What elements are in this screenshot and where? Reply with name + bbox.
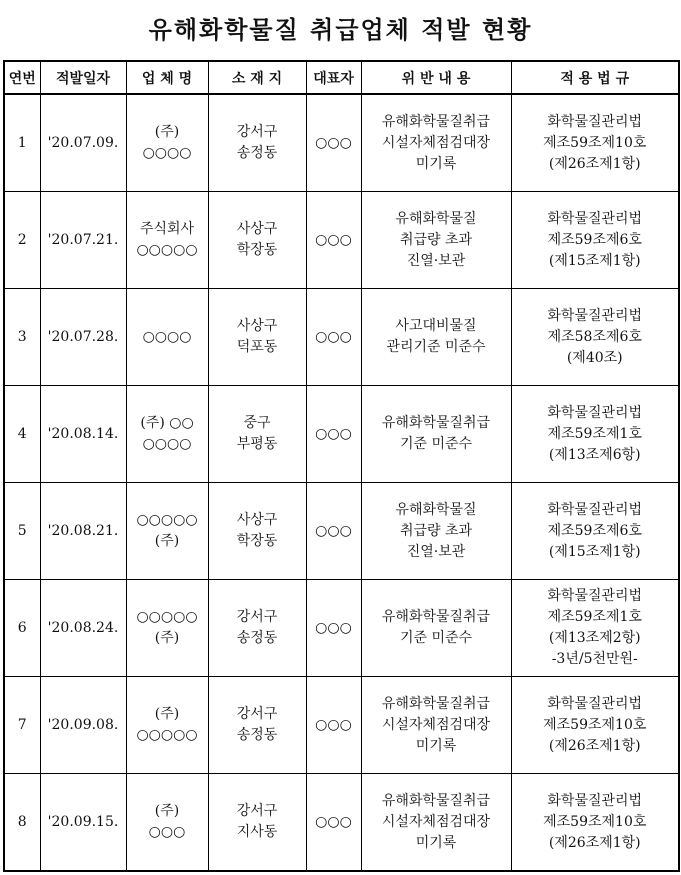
cell-violation xyxy=(361,774,511,872)
company-line: ○○○○○ xyxy=(136,512,198,528)
law-line: 제조59조제10호 xyxy=(543,813,647,830)
company-line: (주) xyxy=(154,706,180,722)
violations-table xyxy=(3,60,680,872)
table-row xyxy=(4,774,679,872)
cell-date: '20.09.15. xyxy=(40,774,126,872)
law-line: -3년/5천만원- xyxy=(551,651,638,667)
law-line: (제15조제1항) xyxy=(548,543,641,560)
address-line: 강서구 xyxy=(236,124,278,140)
cell-address xyxy=(208,192,306,289)
cell-violation xyxy=(361,483,511,580)
address-line: 송정동 xyxy=(236,630,278,646)
header-company: 업 체 명 xyxy=(126,61,208,94)
cell-representative: ○○○ xyxy=(306,386,361,483)
address-line: 강서구 xyxy=(236,609,278,625)
violation-line: 미기록 xyxy=(415,155,457,172)
cell-violation xyxy=(361,580,511,677)
violation-line: 사고대비물질 xyxy=(395,318,477,334)
violation-line: 유해화학물질 xyxy=(395,210,477,227)
cell-applicable-law xyxy=(511,580,679,677)
table-row xyxy=(4,677,679,774)
address-line: 부평동 xyxy=(236,436,278,452)
cell-company xyxy=(126,774,208,872)
violation-line: 미기록 xyxy=(415,834,457,851)
company-line: ○○○○ xyxy=(142,145,192,161)
cell-address xyxy=(208,386,306,483)
header-violation: 위 반 내 용 xyxy=(361,61,511,94)
cell-date: '20.07.09. xyxy=(40,94,126,192)
cell-company xyxy=(126,677,208,774)
law-line: (제26조제1항) xyxy=(548,155,641,172)
cell-applicable-law xyxy=(511,192,679,289)
law-line: 화학물질관리법 xyxy=(547,210,643,227)
law-line: 제조59조제1호 xyxy=(547,609,642,625)
company-line: ○○○○○ xyxy=(136,242,198,258)
cell-company xyxy=(126,386,208,483)
cell-applicable-law xyxy=(511,94,679,192)
cell-representative: ○○○ xyxy=(306,289,361,386)
cell-company xyxy=(126,192,208,289)
company-line: (주) xyxy=(154,533,180,549)
violation-line: 유해화학물질취급 xyxy=(381,113,491,130)
law-line: 제조59조제10호 xyxy=(543,134,647,151)
law-line: 화학물질관리법 xyxy=(547,588,643,604)
cell-representative: ○○○ xyxy=(306,774,361,872)
violation-line: 시설자체점검대장 xyxy=(381,813,491,830)
law-line: 화학물질관리법 xyxy=(547,501,643,518)
address-line: 송정동 xyxy=(236,145,278,161)
address-line: 사상구 xyxy=(236,221,278,237)
cell-address xyxy=(208,774,306,872)
cell-company xyxy=(126,94,208,192)
cell-no: 6 xyxy=(4,580,40,677)
law-line: 제조59조제10호 xyxy=(543,716,647,733)
company-line: (주) ○○ xyxy=(140,415,194,431)
violation-line: 관리기준 미준수 xyxy=(386,339,486,355)
law-line: 제조58조제6호 xyxy=(547,328,642,345)
company-line: 주식회사 xyxy=(139,221,195,237)
cell-company xyxy=(126,580,208,677)
cell-no: 5 xyxy=(4,483,40,580)
company-line: (주) xyxy=(154,803,180,819)
violation-line: 취급량 초과 xyxy=(399,522,473,539)
company-line: ○○○ xyxy=(148,824,186,840)
cell-address xyxy=(208,483,306,580)
cell-applicable-law xyxy=(511,483,679,580)
violation-line: 기준 미준수 xyxy=(399,630,473,646)
violation-line: 유해화학물질취급 xyxy=(381,792,491,809)
violation-line: 진열·보관 xyxy=(406,252,466,269)
violation-line: 유해화학물질 xyxy=(395,501,477,518)
violation-line: 진열·보관 xyxy=(406,543,466,560)
company-line: (주) xyxy=(154,124,180,140)
law-line: (제13조제6항) xyxy=(548,446,641,463)
company-line: ○○○○○ xyxy=(136,609,198,625)
cell-violation xyxy=(361,94,511,192)
address-line: 강서구 xyxy=(236,706,278,722)
cell-address xyxy=(208,94,306,192)
cell-date: '20.07.28. xyxy=(40,289,126,386)
table-row xyxy=(4,94,679,192)
cell-company xyxy=(126,289,208,386)
company-line: ○○○○ xyxy=(142,436,192,452)
header-row xyxy=(4,61,679,94)
law-line: 제조59조제6호 xyxy=(547,522,642,539)
cell-address xyxy=(208,580,306,677)
page-title: 유해화학물질 취급업체 적발 현황 xyxy=(148,15,533,44)
cell-date: '20.08.24. xyxy=(40,580,126,677)
law-line: (제15조제1항) xyxy=(548,252,641,269)
law-line: 화학물질관리법 xyxy=(547,792,643,809)
company-line: ○○○○ xyxy=(142,328,192,345)
cell-date: '20.08.21. xyxy=(40,483,126,580)
address-line: 송정동 xyxy=(236,727,278,743)
cell-representative: ○○○ xyxy=(306,192,361,289)
cell-date: '20.09.08. xyxy=(40,677,126,774)
header-address: 소 재 지 xyxy=(208,61,306,94)
cell-applicable-law xyxy=(511,289,679,386)
table-row xyxy=(4,580,679,677)
address-line: 학장동 xyxy=(236,533,278,549)
cell-address xyxy=(208,677,306,774)
table-row xyxy=(4,483,679,580)
violation-line: 시설자체점검대장 xyxy=(381,134,491,151)
law-line: 화학물질관리법 xyxy=(547,695,643,712)
cell-date: '20.08.14. xyxy=(40,386,126,483)
law-line: (제13조제2항) xyxy=(548,630,641,646)
address-line: 중구 xyxy=(243,415,271,431)
address-line: 사상구 xyxy=(236,318,278,334)
company-line: ○○○○○ xyxy=(136,727,198,743)
cell-date: '20.07.21. xyxy=(40,192,126,289)
cell-applicable-law xyxy=(511,386,679,483)
cell-violation xyxy=(361,677,511,774)
table-row xyxy=(4,192,679,289)
violation-line: 시설자체점검대장 xyxy=(381,716,491,733)
company-line: (주) xyxy=(154,630,180,646)
cell-no: 1 xyxy=(4,94,40,192)
header-representative: 대표자 xyxy=(306,61,361,94)
law-line: 화학물질관리법 xyxy=(547,404,643,421)
address-line: 사상구 xyxy=(236,512,278,528)
address-line: 학장동 xyxy=(236,242,278,258)
cell-address xyxy=(208,289,306,386)
address-line: 강서구 xyxy=(236,803,278,819)
cell-no: 4 xyxy=(4,386,40,483)
law-line: 화학물질관리법 xyxy=(547,307,643,324)
law-line: 제조59조제6호 xyxy=(547,231,642,248)
violation-line: 기준 미준수 xyxy=(399,436,473,452)
address-line: 지사동 xyxy=(236,824,278,840)
cell-no: 8 xyxy=(4,774,40,872)
table-row xyxy=(4,289,679,386)
header-no: 연번 xyxy=(4,61,40,94)
cell-applicable-law xyxy=(511,677,679,774)
law-line: 제조59조제1호 xyxy=(547,425,642,442)
cell-no: 7 xyxy=(4,677,40,774)
cell-company xyxy=(126,483,208,580)
law-line: (제40조) xyxy=(566,349,623,366)
violation-line: 유해화학물질취급 xyxy=(381,415,491,431)
cell-violation xyxy=(361,386,511,483)
cell-violation xyxy=(361,192,511,289)
violation-line: 유해화학물질취급 xyxy=(381,609,491,625)
address-line: 덕포동 xyxy=(236,339,278,355)
law-line: (제26조제1항) xyxy=(548,834,641,851)
cell-representative: ○○○ xyxy=(306,677,361,774)
cell-applicable-law xyxy=(511,774,679,872)
violation-line: 취급량 초과 xyxy=(399,231,473,248)
cell-no: 3 xyxy=(4,289,40,386)
law-line: (제26조제1항) xyxy=(548,737,641,754)
law-line: 화학물질관리법 xyxy=(547,113,643,130)
violation-line: 미기록 xyxy=(415,737,457,754)
violation-line: 유해화학물질취급 xyxy=(381,695,491,712)
cell-representative: ○○○ xyxy=(306,94,361,192)
cell-representative: ○○○ xyxy=(306,580,361,677)
cell-violation xyxy=(361,289,511,386)
cell-representative: ○○○ xyxy=(306,483,361,580)
header-date: 적발일자 xyxy=(40,61,126,94)
header-applicable-law: 적 용 법 규 xyxy=(511,61,679,94)
table-row xyxy=(4,386,679,483)
cell-no: 2 xyxy=(4,192,40,289)
